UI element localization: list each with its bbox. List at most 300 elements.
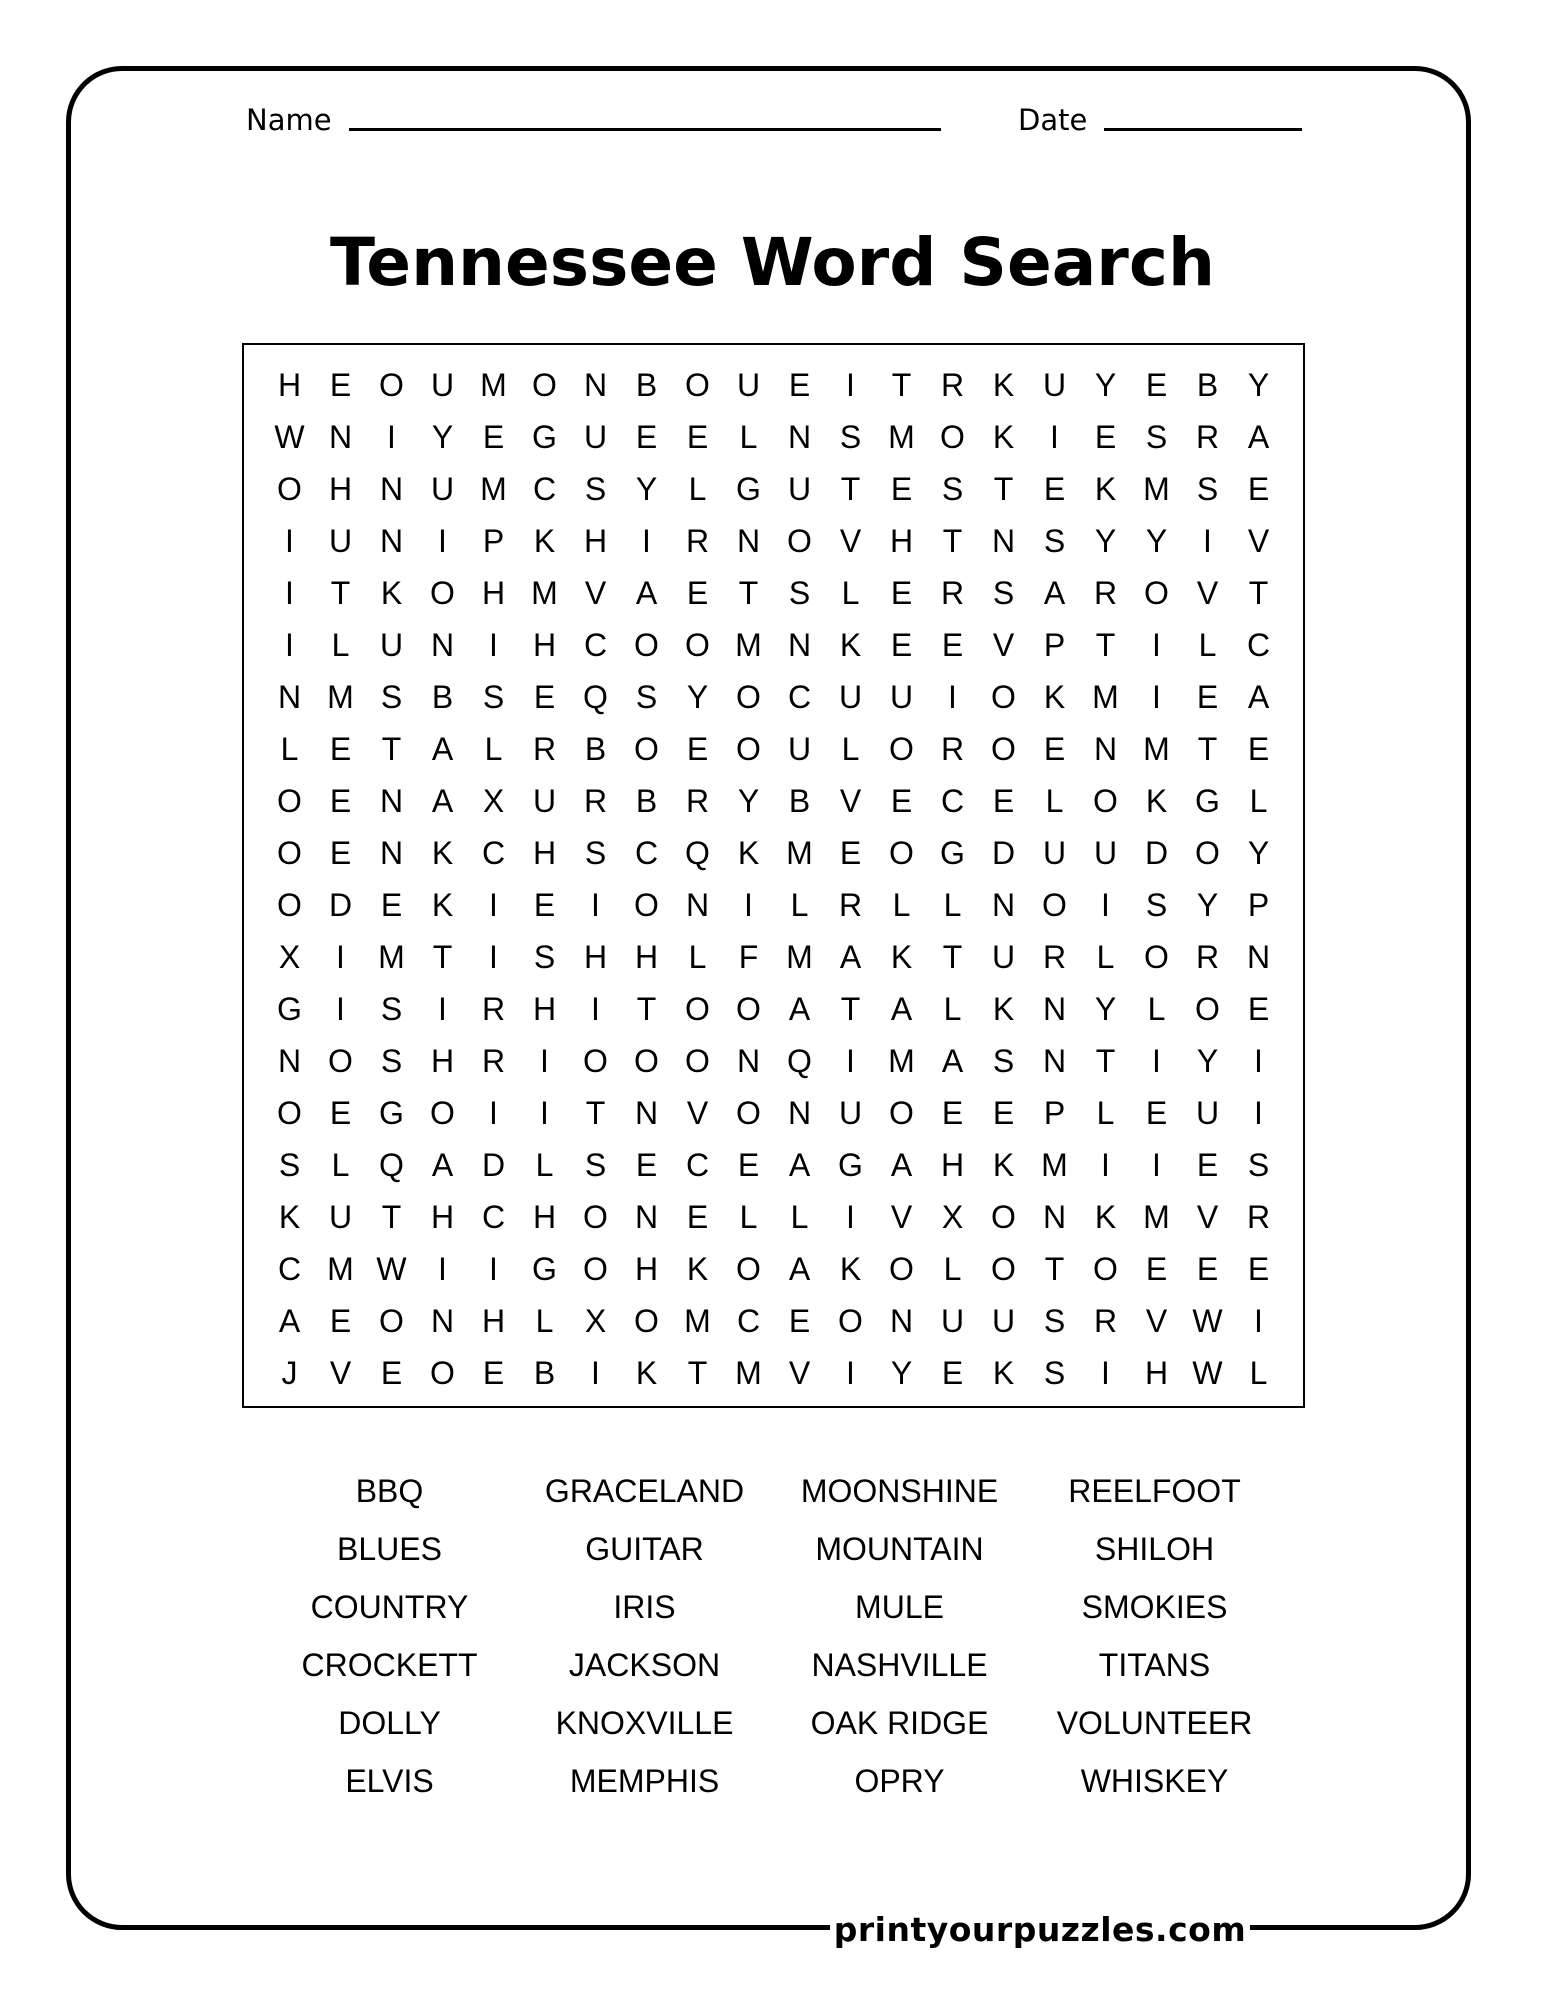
grid-cell[interactable]: N: [277, 1042, 302, 1079]
grid-cell[interactable]: E: [1247, 730, 1270, 767]
grid-cell[interactable]: M: [531, 574, 558, 611]
grid-cell[interactable]: K: [992, 366, 1015, 403]
grid-cell[interactable]: I: [846, 1198, 855, 1235]
grid-cell[interactable]: O: [889, 834, 914, 871]
grid-cell[interactable]: H: [328, 470, 353, 507]
grid-cell[interactable]: O: [277, 834, 302, 871]
grid-cell[interactable]: R: [583, 782, 608, 819]
grid-cell[interactable]: U: [787, 470, 812, 507]
grid-cell[interactable]: A: [788, 1146, 811, 1183]
grid-cell[interactable]: X: [482, 782, 505, 819]
grid-cell[interactable]: D: [481, 1146, 506, 1183]
grid-cell[interactable]: E: [533, 678, 556, 715]
grid-cell[interactable]: M: [786, 834, 813, 871]
grid-cell[interactable]: I: [438, 522, 447, 559]
grid-cell[interactable]: T: [1197, 730, 1218, 767]
grid-cell[interactable]: S: [533, 938, 556, 975]
grid-cell[interactable]: W: [1192, 1302, 1223, 1339]
grid-cell[interactable]: X: [584, 1302, 607, 1339]
grid-cell[interactable]: L: [331, 1146, 350, 1183]
grid-cell[interactable]: I: [1254, 1042, 1263, 1079]
grid-cell[interactable]: E: [890, 626, 913, 663]
grid-cell[interactable]: B: [584, 730, 607, 767]
grid-cell[interactable]: R: [481, 990, 506, 1027]
grid-cell[interactable]: K: [380, 574, 403, 611]
grid-cell[interactable]: K: [431, 834, 454, 871]
grid-cell[interactable]: U: [991, 938, 1016, 975]
grid-cell[interactable]: I: [1254, 1094, 1263, 1131]
grid-cell[interactable]: K: [635, 1354, 658, 1391]
grid-cell[interactable]: T: [636, 990, 657, 1027]
grid-cell[interactable]: L: [1249, 1354, 1268, 1391]
grid-cell[interactable]: C: [1246, 626, 1271, 663]
grid-cell[interactable]: O: [430, 1354, 455, 1391]
grid-cell[interactable]: L: [1096, 1094, 1115, 1131]
grid-cell[interactable]: W: [1192, 1354, 1223, 1391]
grid-cell[interactable]: U: [1042, 366, 1067, 403]
grid-cell[interactable]: Q: [787, 1042, 812, 1079]
grid-cell[interactable]: M: [480, 470, 507, 507]
grid-cell[interactable]: I: [846, 366, 855, 403]
grid-cell[interactable]: V: [839, 522, 862, 559]
grid-cell[interactable]: E: [686, 574, 709, 611]
grid-cell[interactable]: N: [583, 366, 608, 403]
grid-cell[interactable]: E: [1196, 1146, 1219, 1183]
grid-cell[interactable]: N: [1093, 730, 1118, 767]
grid-cell[interactable]: N: [379, 782, 404, 819]
grid-cell[interactable]: N: [379, 522, 404, 559]
grid-cell[interactable]: L: [484, 730, 503, 767]
grid-cell[interactable]: S: [1196, 470, 1219, 507]
grid-cell[interactable]: L: [280, 730, 299, 767]
grid-cell[interactable]: K: [278, 1198, 301, 1235]
grid-cell[interactable]: G: [532, 418, 557, 455]
grid-cell[interactable]: O: [1093, 782, 1118, 819]
grid-cell[interactable]: U: [787, 730, 812, 767]
grid-cell[interactable]: O: [583, 1198, 608, 1235]
grid-cell[interactable]: E: [1145, 366, 1168, 403]
grid-cell[interactable]: L: [1045, 782, 1064, 819]
grid-cell[interactable]: E: [1145, 1094, 1168, 1131]
grid-cell[interactable]: K: [1094, 470, 1117, 507]
grid-cell[interactable]: O: [736, 1250, 761, 1287]
grid-cell[interactable]: T: [330, 574, 351, 611]
grid-cell[interactable]: H: [532, 1198, 557, 1235]
grid-cell[interactable]: P: [1043, 626, 1066, 663]
grid-cell[interactable]: V: [686, 1094, 709, 1131]
grid-cell[interactable]: G: [940, 834, 965, 871]
grid-cell[interactable]: G: [532, 1250, 557, 1287]
grid-cell[interactable]: K: [839, 1250, 862, 1287]
grid-cell[interactable]: E: [329, 1302, 352, 1339]
grid-cell[interactable]: L: [739, 1198, 758, 1235]
grid-cell[interactable]: Y: [686, 678, 709, 715]
grid-cell[interactable]: S: [635, 678, 658, 715]
grid-cell[interactable]: O: [889, 1250, 914, 1287]
grid-cell[interactable]: O: [328, 1042, 353, 1079]
grid-cell[interactable]: K: [992, 990, 1015, 1027]
grid-cell[interactable]: R: [940, 366, 965, 403]
grid-cell[interactable]: R: [1195, 938, 1220, 975]
grid-cell[interactable]: T: [381, 1198, 402, 1235]
grid-cell[interactable]: H: [430, 1198, 455, 1235]
grid-cell[interactable]: O: [1093, 1250, 1118, 1287]
grid-cell[interactable]: Y: [635, 470, 658, 507]
grid-cell[interactable]: O: [1144, 938, 1169, 975]
grid-cell[interactable]: P: [1247, 886, 1270, 923]
grid-cell[interactable]: E: [533, 886, 556, 923]
grid-cell[interactable]: A: [431, 730, 454, 767]
grid-cell[interactable]: O: [736, 730, 761, 767]
grid-cell[interactable]: O: [583, 1042, 608, 1079]
grid-cell[interactable]: M: [888, 418, 915, 455]
grid-cell[interactable]: E: [1043, 470, 1066, 507]
grid-cell[interactable]: S: [584, 834, 607, 871]
grid-cell[interactable]: K: [1043, 678, 1066, 715]
grid-cell[interactable]: C: [481, 834, 506, 871]
grid-cell[interactable]: L: [943, 1250, 962, 1287]
grid-cell[interactable]: R: [838, 886, 863, 923]
grid-cell[interactable]: L: [739, 418, 758, 455]
grid-cell[interactable]: E: [992, 782, 1015, 819]
grid-cell[interactable]: A: [839, 938, 862, 975]
grid-cell[interactable]: N: [991, 522, 1016, 559]
grid-cell[interactable]: E: [1196, 678, 1219, 715]
grid-cell[interactable]: I: [336, 990, 345, 1027]
grid-cell[interactable]: H: [481, 574, 506, 611]
grid-cell[interactable]: V: [1196, 574, 1219, 611]
grid-cell[interactable]: E: [1094, 418, 1117, 455]
grid-cell[interactable]: S: [839, 418, 862, 455]
grid-cell[interactable]: R: [940, 730, 965, 767]
grid-cell[interactable]: S: [992, 574, 1015, 611]
grid-cell[interactable]: Q: [583, 678, 608, 715]
grid-cell[interactable]: V: [992, 626, 1015, 663]
grid-cell[interactable]: Q: [685, 834, 710, 871]
grid-cell[interactable]: D: [991, 834, 1016, 871]
grid-cell[interactable]: H: [634, 938, 659, 975]
grid-cell[interactable]: P: [1043, 1094, 1066, 1131]
grid-cell[interactable]: Y: [1145, 522, 1168, 559]
grid-cell[interactable]: E: [482, 1354, 505, 1391]
grid-cell[interactable]: O: [430, 1094, 455, 1131]
grid-cell[interactable]: O: [940, 418, 965, 455]
grid-cell[interactable]: E: [890, 782, 913, 819]
grid-cell[interactable]: Y: [1196, 886, 1219, 923]
grid-cell[interactable]: T: [432, 938, 453, 975]
grid-cell[interactable]: A: [278, 1302, 301, 1339]
grid-cell[interactable]: E: [1145, 1250, 1168, 1287]
grid-cell[interactable]: R: [1246, 1198, 1271, 1235]
grid-cell[interactable]: N: [634, 1198, 659, 1235]
grid-cell[interactable]: I: [489, 1250, 498, 1287]
grid-cell[interactable]: W: [376, 1250, 407, 1287]
grid-cell[interactable]: C: [940, 782, 965, 819]
grid-cell[interactable]: S: [1043, 1302, 1066, 1339]
grid-cell[interactable]: K: [737, 834, 760, 871]
grid-cell[interactable]: N: [430, 1302, 455, 1339]
grid-cell[interactable]: O: [736, 678, 761, 715]
grid-cell[interactable]: I: [387, 418, 396, 455]
grid-cell[interactable]: K: [992, 418, 1015, 455]
grid-cell[interactable]: I: [285, 626, 294, 663]
grid-cell[interactable]: J: [281, 1354, 298, 1391]
grid-cell[interactable]: S: [1043, 1354, 1066, 1391]
grid-cell[interactable]: Y: [1094, 522, 1117, 559]
grid-cell[interactable]: H: [532, 834, 557, 871]
grid-cell[interactable]: V: [890, 1198, 913, 1235]
grid-cell[interactable]: R: [1093, 574, 1118, 611]
grid-cell[interactable]: I: [1050, 418, 1059, 455]
grid-cell[interactable]: I: [1152, 626, 1161, 663]
grid-cell[interactable]: E: [839, 834, 862, 871]
grid-cell[interactable]: R: [532, 730, 557, 767]
grid-cell[interactable]: L: [841, 730, 860, 767]
grid-cell[interactable]: N: [736, 1042, 761, 1079]
grid-cell[interactable]: Y: [890, 1354, 913, 1391]
grid-cell[interactable]: N: [1042, 990, 1067, 1027]
grid-cell[interactable]: U: [1195, 1094, 1220, 1131]
grid-cell[interactable]: T: [993, 470, 1014, 507]
grid-cell[interactable]: T: [1248, 574, 1269, 611]
grid-cell[interactable]: A: [1043, 574, 1066, 611]
grid-cell[interactable]: H: [940, 1146, 965, 1183]
grid-cell[interactable]: R: [685, 782, 710, 819]
grid-cell[interactable]: E: [329, 730, 352, 767]
grid-cell[interactable]: E: [941, 626, 964, 663]
grid-cell[interactable]: V: [329, 1354, 352, 1391]
grid-cell[interactable]: M: [480, 366, 507, 403]
grid-cell[interactable]: I: [642, 522, 651, 559]
grid-cell[interactable]: E: [329, 366, 352, 403]
grid-cell[interactable]: T: [891, 366, 912, 403]
grid-cell[interactable]: A: [788, 990, 811, 1027]
grid-cell[interactable]: U: [838, 678, 863, 715]
grid-cell[interactable]: K: [533, 522, 556, 559]
grid-cell[interactable]: O: [889, 1094, 914, 1131]
grid-cell[interactable]: T: [942, 938, 963, 975]
grid-cell[interactable]: I: [1101, 1354, 1110, 1391]
grid-cell[interactable]: R: [1093, 1302, 1118, 1339]
grid-cell[interactable]: T: [738, 574, 759, 611]
grid-cell[interactable]: N: [1246, 938, 1271, 975]
grid-cell[interactable]: N: [787, 1094, 812, 1131]
grid-cell[interactable]: S: [584, 1146, 607, 1183]
grid-cell[interactable]: E: [1247, 990, 1270, 1027]
grid-cell[interactable]: R: [685, 522, 710, 559]
grid-cell[interactable]: U: [991, 1302, 1016, 1339]
grid-cell[interactable]: O: [991, 1250, 1016, 1287]
grid-cell[interactable]: N: [1042, 1042, 1067, 1079]
grid-cell[interactable]: O: [736, 1094, 761, 1131]
grid-cell[interactable]: I: [489, 1094, 498, 1131]
grid-cell[interactable]: Y: [1196, 1042, 1219, 1079]
grid-cell[interactable]: I: [540, 1094, 549, 1131]
grid-cell[interactable]: S: [992, 1042, 1015, 1079]
grid-cell[interactable]: N: [379, 834, 404, 871]
grid-cell[interactable]: K: [839, 626, 862, 663]
grid-cell[interactable]: E: [482, 418, 505, 455]
grid-cell[interactable]: T: [1095, 626, 1116, 663]
grid-cell[interactable]: H: [430, 1042, 455, 1079]
grid-cell[interactable]: E: [788, 1302, 811, 1339]
grid-cell[interactable]: C: [583, 626, 608, 663]
grid-cell[interactable]: I: [1152, 678, 1161, 715]
grid-cell[interactable]: T: [381, 730, 402, 767]
grid-cell[interactable]: M: [1143, 470, 1170, 507]
grid-cell[interactable]: O: [277, 782, 302, 819]
grid-cell[interactable]: S: [278, 1146, 301, 1183]
grid-cell[interactable]: H: [583, 522, 608, 559]
grid-cell[interactable]: H: [583, 938, 608, 975]
grid-cell[interactable]: H: [889, 522, 914, 559]
grid-cell[interactable]: I: [285, 574, 294, 611]
grid-cell[interactable]: V: [584, 574, 607, 611]
grid-cell[interactable]: N: [328, 418, 353, 455]
grid-cell[interactable]: S: [1145, 418, 1168, 455]
grid-cell[interactable]: M: [1143, 1198, 1170, 1235]
grid-cell[interactable]: U: [838, 1094, 863, 1131]
grid-cell[interactable]: E: [890, 470, 913, 507]
grid-cell[interactable]: B: [788, 782, 811, 819]
grid-cell[interactable]: O: [889, 730, 914, 767]
grid-cell[interactable]: I: [744, 886, 753, 923]
grid-cell[interactable]: M: [1092, 678, 1119, 715]
grid-cell[interactable]: M: [1041, 1146, 1068, 1183]
grid-cell[interactable]: R: [1195, 418, 1220, 455]
grid-cell[interactable]: L: [535, 1146, 554, 1183]
grid-cell[interactable]: K: [1145, 782, 1168, 819]
grid-cell[interactable]: U: [1042, 834, 1067, 871]
grid-cell[interactable]: U: [1093, 834, 1118, 871]
grid-cell[interactable]: B: [1196, 366, 1219, 403]
grid-cell[interactable]: M: [735, 1354, 762, 1391]
grid-cell[interactable]: M: [888, 1042, 915, 1079]
grid-cell[interactable]: K: [1094, 1198, 1117, 1235]
grid-cell[interactable]: O: [991, 1198, 1016, 1235]
grid-cell[interactable]: F: [738, 938, 759, 975]
grid-cell[interactable]: L: [331, 626, 350, 663]
grid-cell[interactable]: B: [635, 366, 658, 403]
grid-cell[interactable]: B: [431, 678, 454, 715]
grid-cell[interactable]: N: [634, 1094, 659, 1131]
grid-cell[interactable]: I: [336, 938, 345, 975]
grid-cell[interactable]: L: [1147, 990, 1166, 1027]
grid-cell[interactable]: E: [329, 782, 352, 819]
grid-cell[interactable]: A: [1247, 418, 1270, 455]
grid-cell[interactable]: M: [1143, 730, 1170, 767]
grid-cell[interactable]: O: [583, 1250, 608, 1287]
grid-cell[interactable]: R: [1042, 938, 1067, 975]
grid-cell[interactable]: H: [481, 1302, 506, 1339]
grid-cell[interactable]: O: [379, 1302, 404, 1339]
grid-cell[interactable]: K: [890, 938, 913, 975]
grid-cell[interactable]: N: [991, 886, 1016, 923]
grid-cell[interactable]: O: [430, 574, 455, 611]
grid-cell[interactable]: M: [378, 938, 405, 975]
grid-cell[interactable]: U: [430, 366, 455, 403]
grid-cell[interactable]: E: [380, 1354, 403, 1391]
grid-cell[interactable]: K: [992, 1354, 1015, 1391]
grid-cell[interactable]: E: [788, 366, 811, 403]
grid-cell[interactable]: A: [890, 990, 913, 1027]
grid-cell[interactable]: X: [941, 1198, 964, 1235]
grid-cell[interactable]: N: [787, 626, 812, 663]
grid-cell[interactable]: O: [634, 626, 659, 663]
grid-cell[interactable]: C: [634, 834, 659, 871]
grid-cell[interactable]: G: [1195, 782, 1220, 819]
grid-cell[interactable]: U: [736, 366, 761, 403]
grid-cell[interactable]: O: [838, 1302, 863, 1339]
grid-cell[interactable]: E: [1043, 730, 1066, 767]
grid-cell[interactable]: T: [840, 990, 861, 1027]
grid-cell[interactable]: U: [889, 678, 914, 715]
grid-cell[interactable]: S: [584, 470, 607, 507]
grid-cell[interactable]: P: [482, 522, 505, 559]
grid-cell[interactable]: B: [533, 1354, 556, 1391]
grid-cell[interactable]: I: [285, 522, 294, 559]
grid-cell[interactable]: E: [635, 1146, 658, 1183]
grid-cell[interactable]: W: [274, 418, 305, 455]
grid-cell[interactable]: I: [846, 1042, 855, 1079]
grid-cell[interactable]: A: [635, 574, 658, 611]
grid-cell[interactable]: L: [1096, 938, 1115, 975]
grid-cell[interactable]: I: [591, 990, 600, 1027]
grid-cell[interactable]: A: [431, 782, 454, 819]
grid-cell[interactable]: H: [1144, 1354, 1169, 1391]
grid-cell[interactable]: C: [481, 1198, 506, 1235]
grid-cell[interactable]: L: [535, 1302, 554, 1339]
grid-cell[interactable]: E: [1247, 1250, 1270, 1287]
grid-cell[interactable]: U: [328, 1198, 353, 1235]
grid-cell[interactable]: A: [431, 1146, 454, 1183]
grid-cell[interactable]: M: [327, 1250, 354, 1287]
grid-cell[interactable]: T: [687, 1354, 708, 1391]
grid-cell[interactable]: S: [1145, 886, 1168, 923]
grid-cell[interactable]: C: [277, 1250, 302, 1287]
grid-cell[interactable]: C: [787, 678, 812, 715]
grid-cell[interactable]: N: [430, 626, 455, 663]
grid-cell[interactable]: K: [992, 1146, 1015, 1183]
grid-cell[interactable]: L: [688, 470, 707, 507]
grid-cell[interactable]: E: [941, 1094, 964, 1131]
grid-cell[interactable]: M: [735, 626, 762, 663]
grid-cell[interactable]: V: [1196, 1198, 1219, 1235]
grid-cell[interactable]: A: [941, 1042, 964, 1079]
grid-cell[interactable]: A: [788, 1250, 811, 1287]
grid-cell[interactable]: Q: [379, 1146, 404, 1183]
grid-cell[interactable]: O: [634, 1042, 659, 1079]
grid-cell[interactable]: I: [591, 886, 600, 923]
grid-cell[interactable]: O: [685, 626, 710, 663]
grid-cell[interactable]: E: [686, 1198, 709, 1235]
grid-cell[interactable]: C: [532, 470, 557, 507]
grid-cell[interactable]: I: [1254, 1302, 1263, 1339]
grid-cell[interactable]: O: [787, 522, 812, 559]
grid-cell[interactable]: O: [634, 730, 659, 767]
grid-cell[interactable]: E: [329, 1094, 352, 1131]
grid-cell[interactable]: Y: [431, 418, 454, 455]
grid-cell[interactable]: M: [327, 678, 354, 715]
grid-cell[interactable]: L: [943, 886, 962, 923]
grid-cell[interactable]: V: [1145, 1302, 1168, 1339]
grid-cell[interactable]: O: [685, 366, 710, 403]
grid-cell[interactable]: H: [277, 366, 302, 403]
grid-cell[interactable]: N: [685, 886, 710, 923]
grid-cell[interactable]: V: [1247, 522, 1270, 559]
grid-cell[interactable]: E: [737, 1146, 760, 1183]
grid-cell[interactable]: I: [489, 626, 498, 663]
